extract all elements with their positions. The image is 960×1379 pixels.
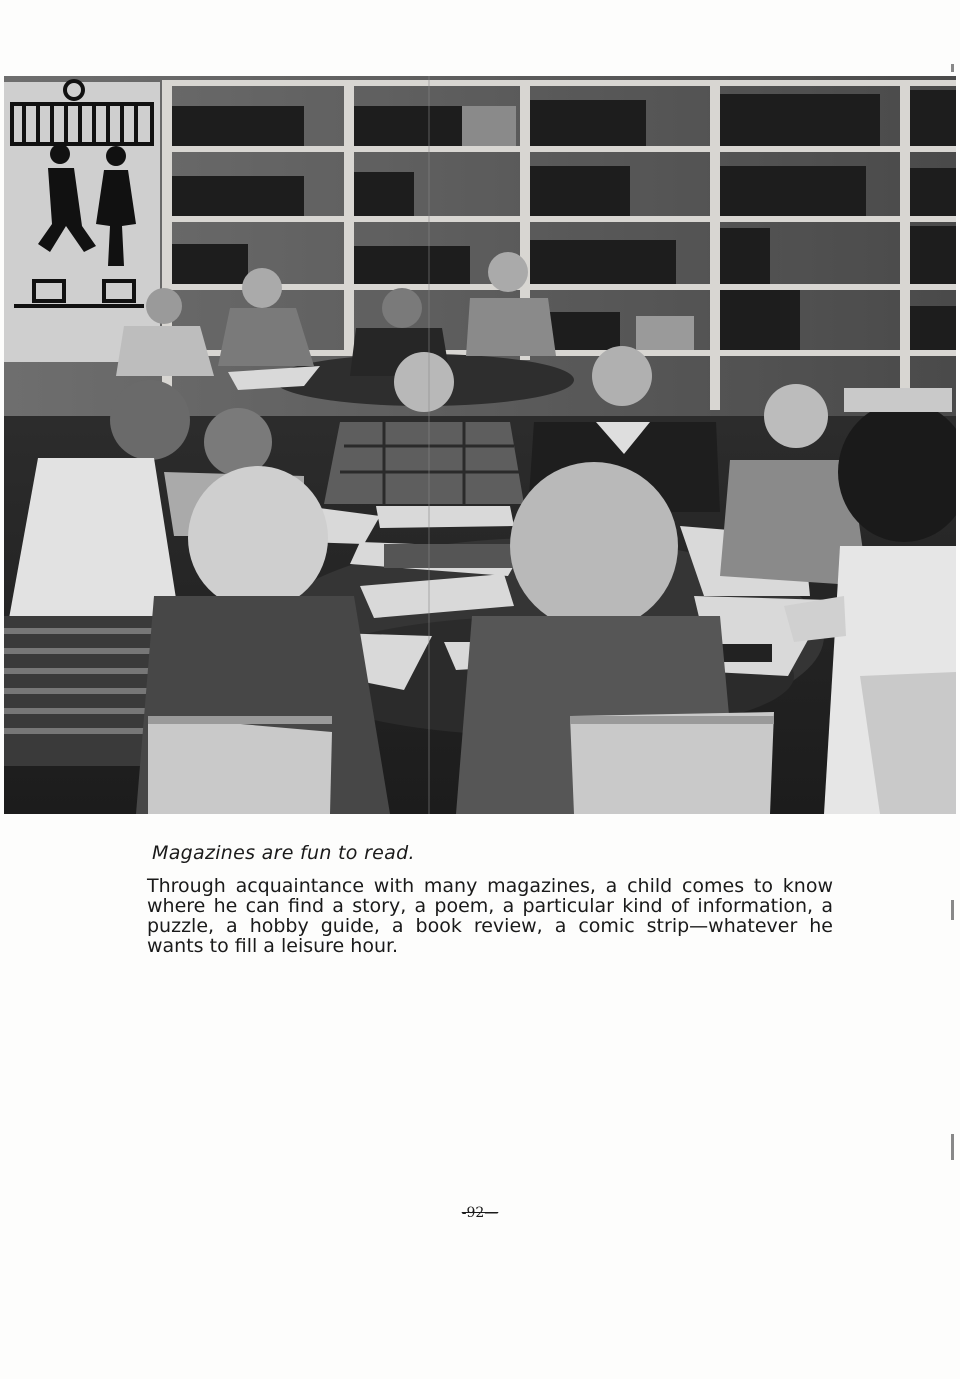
edge-mark <box>951 1134 954 1160</box>
photo-illustration <box>4 76 956 814</box>
page-number-text: -92— <box>461 1205 499 1221</box>
edge-mark <box>951 900 954 920</box>
caption-body: Through acquaintance with many magazines, a child comes to know where he can find a story, a poem, a particular kind of information, a puzzle, a hobby guide, a book review, a comic strip—whatever he wants to fill a leisure hour. <box>147 875 833 957</box>
caption-title: Magazines are fun to read. <box>152 842 415 864</box>
edge-mark <box>951 64 954 72</box>
page-number <box>0 1205 960 1221</box>
library-photograph <box>4 76 956 814</box>
